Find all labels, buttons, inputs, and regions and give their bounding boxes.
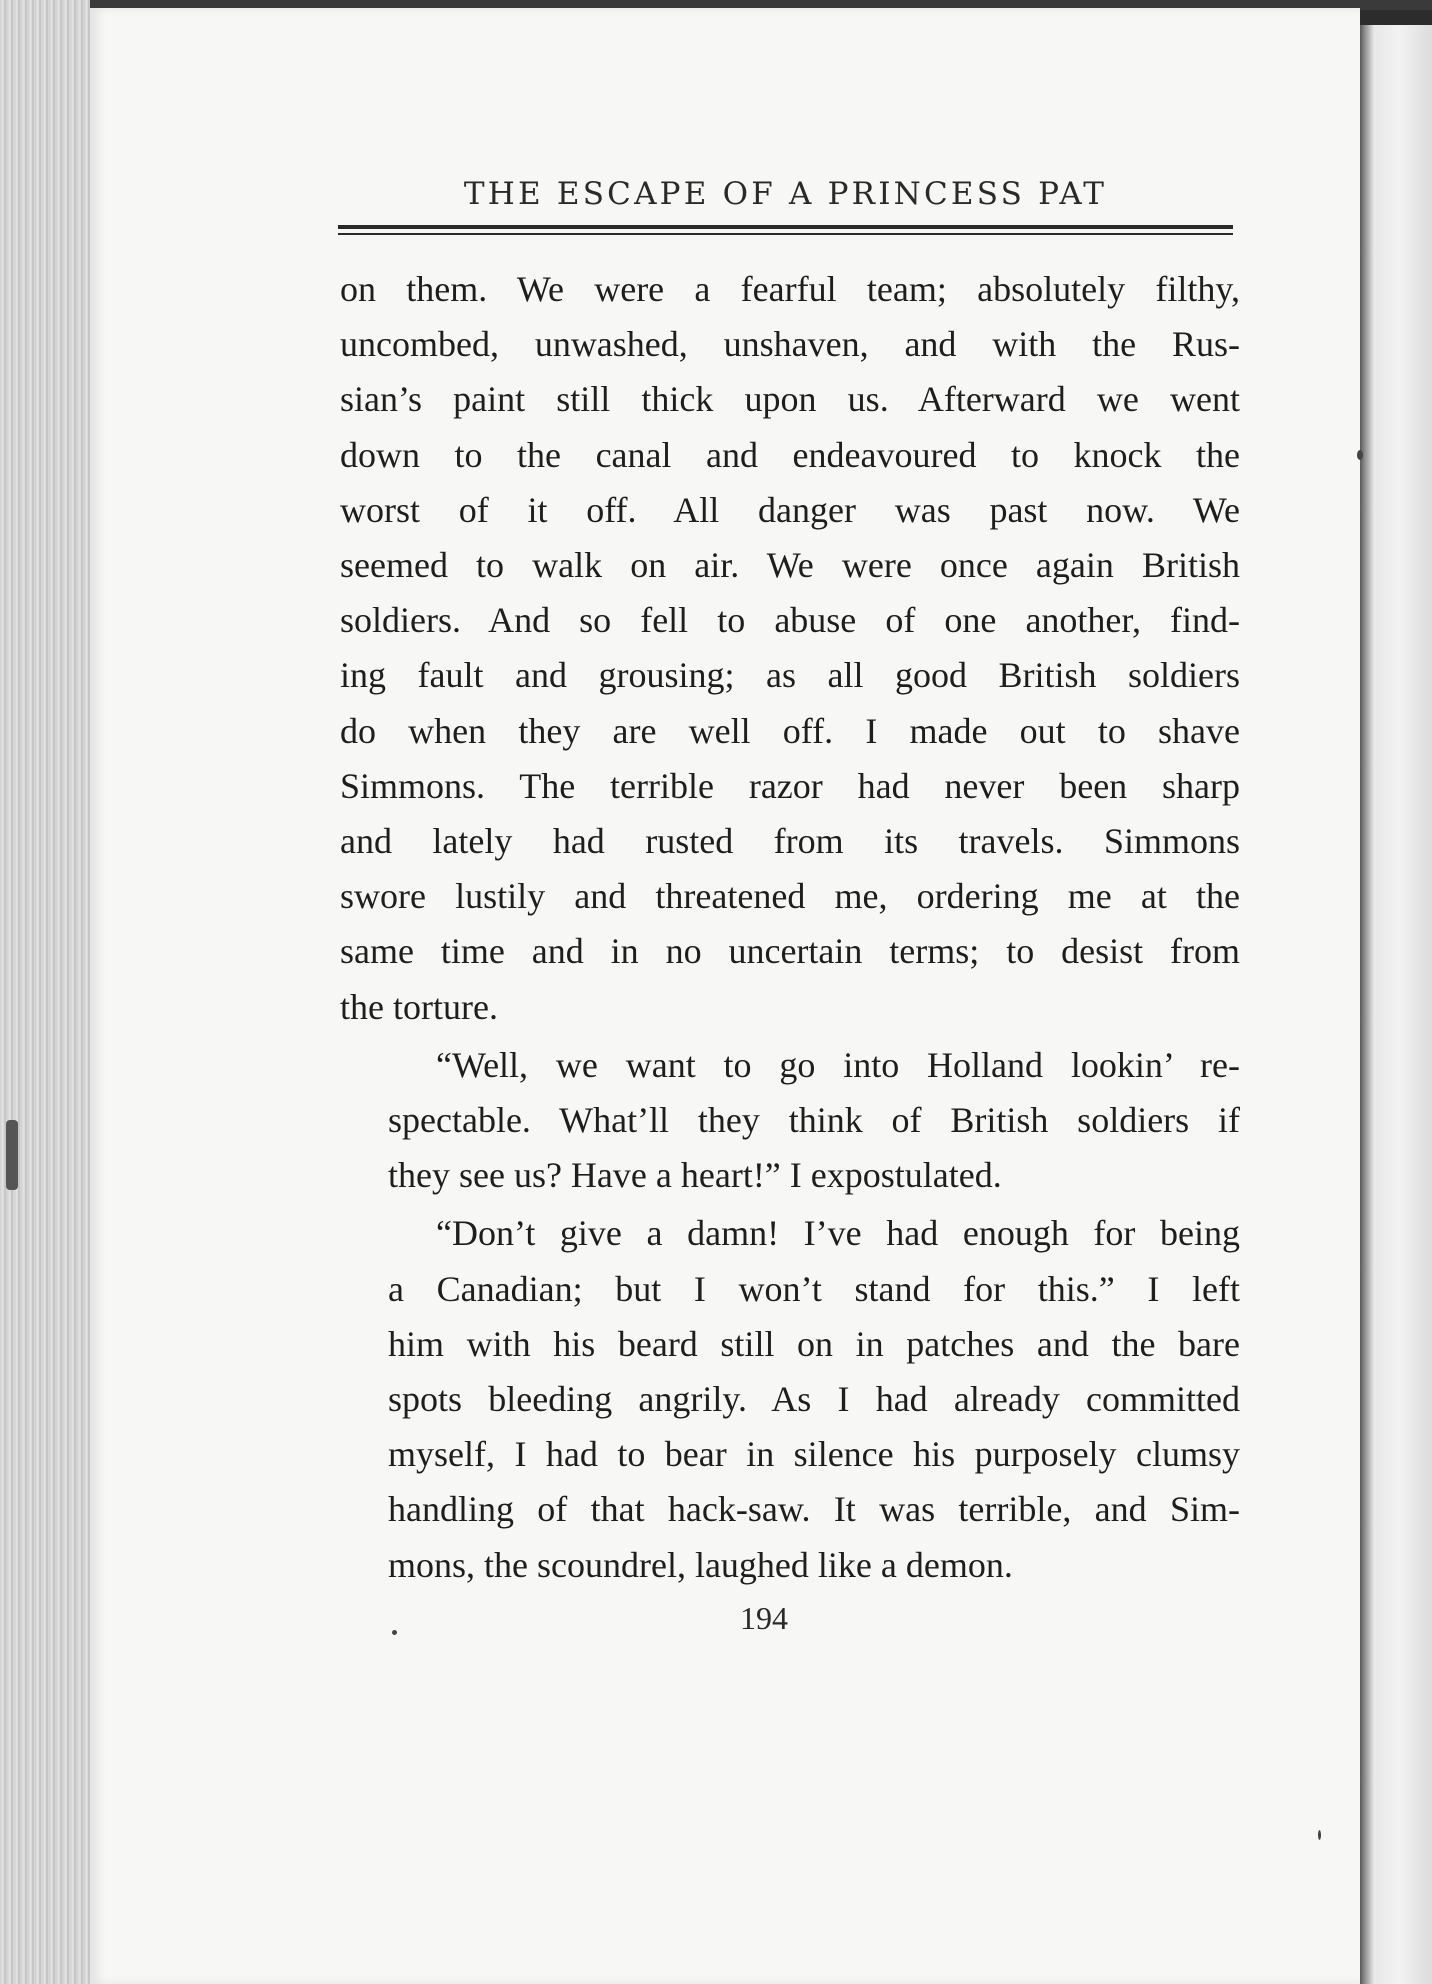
paragraph-2 [340,1038,1240,1204]
text-line: spots bleeding angrily. As I had already committed [388,1379,1240,1420]
text-line: swore lustily and threatened me, ordering me at the [340,876,1240,917]
text-line: the torture. [340,986,498,1027]
facing-page-edge [1360,25,1432,1984]
running-head: THE ESCAPE OF A PRINCESS PAT [463,176,1108,212]
text-line: uncombed, unwashed, unshaven, and with the Rus- [340,324,1240,365]
text-line: spectable. What’ll they think of British soldiers if [388,1100,1240,1141]
text-line: same time and in no uncertain terms; to desist from [340,931,1240,972]
page-number: 194 [740,1600,788,1636]
book-page-edges [0,0,100,1984]
paragraph-1 [340,262,1240,1035]
header-rule-thin [338,233,1233,235]
text-line: a Canadian; but I won’t stand for this.” I left [388,1268,1240,1309]
text-line: ing fault and grousing; as all good British soldiers [340,655,1240,696]
text-line: mons, the scoundrel, laughed like a demon. [388,1544,1013,1585]
binding-mark [6,1120,18,1190]
print-speck [1318,1830,1321,1840]
print-speck [392,1630,397,1635]
text-line: myself, I had to bear in silence his purposely clumsy [388,1434,1240,1475]
text-line: and lately had rusted from its travels. Simmons [340,821,1240,862]
text-line: Simmons. The terrible razor had never been sharp [340,765,1240,806]
print-speck [1357,450,1363,460]
text-line: they see us? Have a heart!” I expostulated. [388,1155,1002,1196]
body-text [340,262,1240,1593]
text-line: sian’s paint still thick upon us. Afterward we went [340,379,1240,420]
text-line: down to the canal and endeavoured to knock the [340,434,1240,475]
text-line: do when they are well off. I made out to shave [340,710,1240,751]
paragraph-3 [340,1206,1240,1592]
text-line: “Don’t give a damn! I’ve had enough for being [436,1213,1240,1254]
text-line: worst of it off. All danger was past now. We [340,489,1240,530]
text-line: soldiers. And so fell to abuse of one another, find- [340,600,1240,641]
text-line: on them. We were a fearful team; absolutely filthy, [340,269,1240,309]
header-rule-thick [338,225,1233,229]
text-line: him with his beard still on in patches and the bare [388,1323,1240,1364]
text-line: “Well, we want to go into Holland lookin’ re- [436,1044,1240,1085]
text-line: seemed to walk on air. We were once again British [340,545,1240,586]
text-line: handling of that hack-saw. It was terrible, and Sim- [388,1489,1240,1530]
